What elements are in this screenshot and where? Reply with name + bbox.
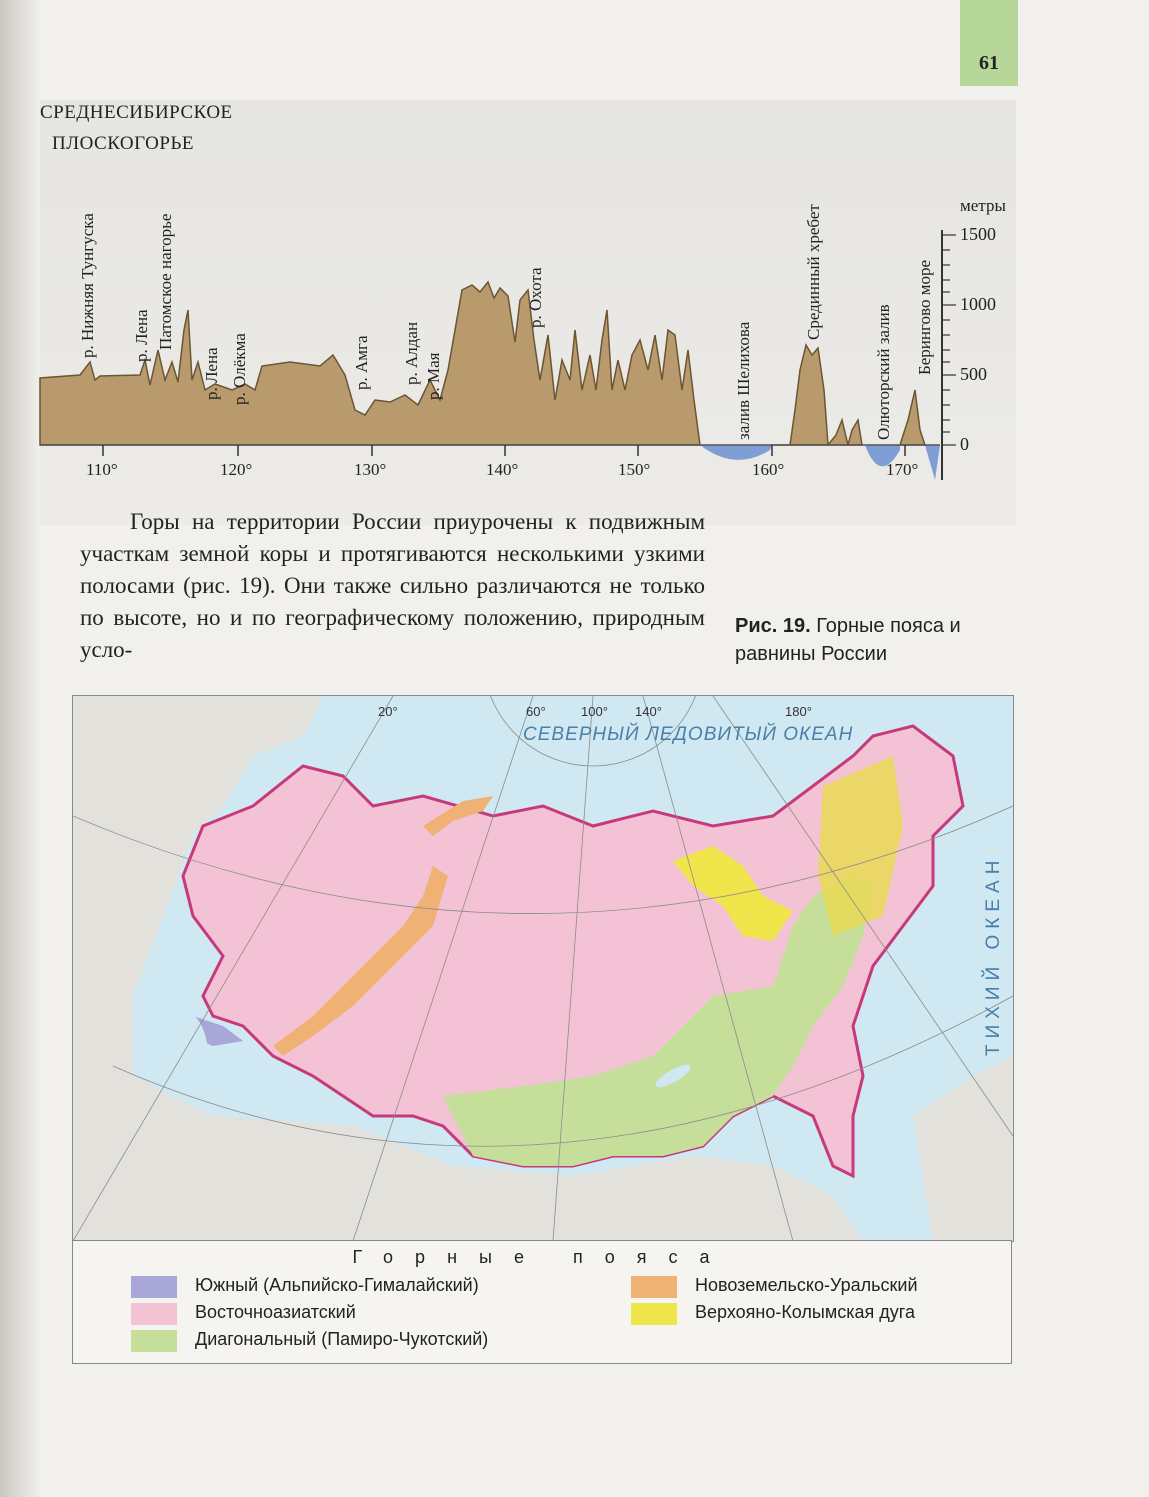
lon-170: 170° [886,460,919,479]
label-arctic-ocean: СЕВЕРНЫЙ ЛЕДОВИТЫЙ ОКЕАН [523,724,854,745]
water-bering [925,445,940,480]
label-amga: р. Амга [352,335,371,390]
altitude-units: метры [960,196,1006,215]
elevation-profile [0,100,1040,495]
lon-110: 110° [86,460,118,479]
label-bering: Берингово море [915,259,934,375]
legend-ural: Новоземельско-Уральский [695,1275,918,1295]
alt-1500: 1500 [960,224,996,244]
deg-100: 100° [581,704,608,719]
label-shelikhov: залив Шелихова [734,321,753,440]
lon-120: 120° [220,460,253,479]
water-shelikhov [700,445,772,460]
deg-60: 60° [526,704,546,719]
label-lena-1: р. Лена [132,309,151,362]
lon-160: 160° [752,460,785,479]
label-patomskoe: Патомское нагорье [156,213,175,350]
alt-1000: 1000 [960,294,996,314]
label-lena-2: р. Лена [202,347,221,400]
swatch-diagonal [131,1330,177,1352]
label-olyutorsky: Олюторский залив [874,304,893,440]
body-text [80,506,705,666]
label-maya: р. Мая [424,352,443,400]
label-aldan: р. Алдан [402,321,421,385]
legend-title: Горные пояса [352,1247,732,1267]
body-paragraph: Горы на территории России приурочены к подвижным участкам земной коры и протягиваются несколькими узкими полосами (рис. 19). Они также сильно различаются не только по высоте, но и по географическому положению, природным усло- [80,509,705,662]
profile-title-line2: ПЛОСКОГОРЬЕ [52,133,194,154]
figure-caption [735,612,1005,668]
lon-150: 150° [618,460,651,479]
map-legend [72,1240,1012,1364]
lon-140: 140° [486,460,519,479]
swatch-southern [131,1276,177,1298]
land-small [828,420,862,445]
alt-0: 0 [960,434,969,454]
legend-verkhoyansk: Верхояно-Колымская дуга [695,1302,915,1322]
land-kamchatka [770,345,828,445]
deg-180: 180° [785,704,812,719]
legend-diagonal: Диагональный (Памиро-Чукотский) [195,1329,489,1349]
map-graphic [73,696,1013,1241]
page-number: 61 [979,52,999,74]
swatch-eastasian [131,1303,177,1325]
profile-title-line1: СРЕДНЕСИБИРСКОЕ [40,102,233,123]
deg-140: 140° [635,704,662,719]
legend-southern: Южный (Альпийско-Гималайский) [195,1275,479,1295]
label-olekma: р. Олёкма [230,333,249,405]
lon-130: 130° [354,460,387,479]
land-east [900,390,925,445]
caption-text: Горные пояса и равнины России [735,615,961,665]
legend-eastasian: Восточноазиатский [195,1302,356,1322]
mountain-belts-map [72,695,1014,1242]
label-okhota: р. Охота [526,267,545,328]
swatch-ural [631,1276,677,1298]
label-nizhnyaya-tunguska: р. Нижняя Тунгуска [78,213,97,358]
deg-20: 20° [378,704,398,719]
swatch-verkhoyansk [631,1303,677,1325]
label-sredinny: Срединный хребет [804,204,823,340]
label-pacific-ocean: ТИХИЙ ОКЕАН [983,854,1004,1056]
alt-500: 500 [960,364,987,384]
caption-fig: Рис. 19. [735,615,811,637]
